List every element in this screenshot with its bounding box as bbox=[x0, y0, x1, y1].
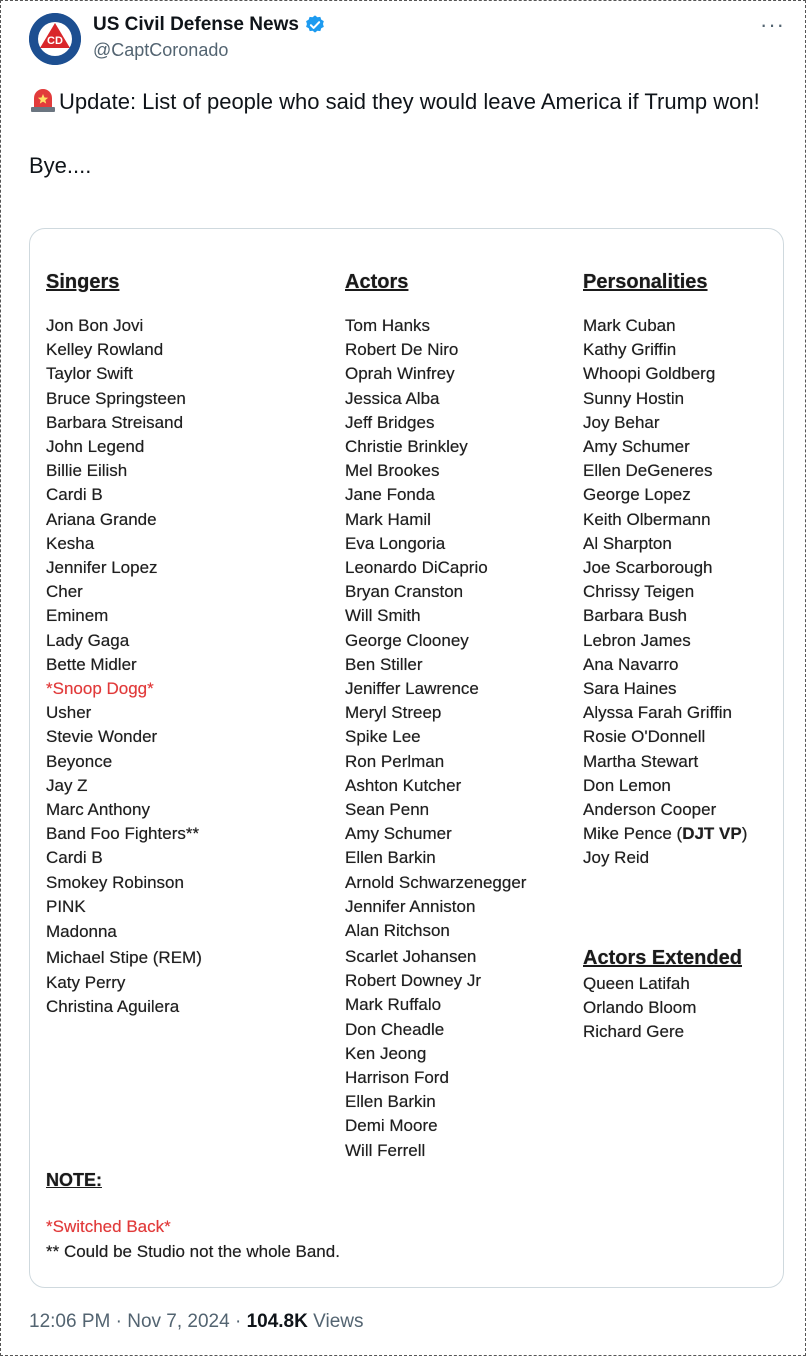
singers-name: Katy Perry bbox=[46, 972, 126, 992]
personalities-name: Keith Olbermann bbox=[583, 509, 711, 529]
actors-name: Ashton Kutcher bbox=[345, 775, 462, 795]
actors-name: Spike Lee bbox=[345, 727, 421, 747]
actors-name: Christie Brinkley bbox=[345, 437, 468, 456]
personalities-name: Sara Haines bbox=[583, 679, 677, 698]
tweet-text-line2: Bye.... bbox=[29, 153, 92, 178]
singers-name: Madonna bbox=[46, 922, 117, 942]
singers-name: Marc Anthony bbox=[46, 800, 150, 819]
tweet-text bbox=[29, 86, 769, 182]
singers-name: Bruce Springsteen bbox=[46, 388, 186, 408]
actors-name: Tom Hanks bbox=[345, 316, 431, 335]
personalities-name: Sunny Hostin bbox=[583, 388, 685, 408]
author-handle[interactable]: @CaptCoronado bbox=[93, 40, 229, 60]
actors-extended-name: Queen Latifah bbox=[583, 974, 690, 993]
personalities-name: Al Sharpton bbox=[583, 533, 672, 553]
actors-name: Ben Stiller bbox=[345, 654, 423, 674]
actors-name: Mel Brookes bbox=[345, 461, 440, 481]
civil-defense-logo-icon bbox=[29, 13, 81, 65]
media-image-card[interactable] bbox=[29, 228, 784, 1288]
actors-name: Jeff Bridges bbox=[345, 412, 435, 432]
singers-name: Jennifer Lopez bbox=[46, 558, 158, 577]
actors-name: Leonardo DiCaprio bbox=[345, 558, 488, 577]
personalities-name: Kathy Griffin bbox=[583, 340, 677, 360]
singers-name: Cardi B bbox=[46, 485, 103, 505]
note-header: NOTE: bbox=[46, 1170, 102, 1190]
actors-name: Mark Ruffalo bbox=[345, 995, 442, 1015]
actors-name: George Clooney bbox=[345, 630, 469, 650]
singers-name: Cher bbox=[46, 582, 83, 602]
views-label: Views bbox=[313, 1311, 364, 1332]
singers-name: Lady Gaga bbox=[46, 630, 130, 650]
actors-name: Amy Schumer bbox=[345, 824, 452, 844]
actors-name: Don Cheadle bbox=[345, 1019, 445, 1039]
actors-name: Oprah Winfrey bbox=[345, 364, 455, 384]
personalities-name: Anderson Cooper bbox=[583, 800, 717, 819]
actors-name: Arnold Schwarzenegger bbox=[345, 872, 527, 892]
actors-name: Robert De Niro bbox=[345, 340, 459, 360]
personalities-name: Joe Scarborough bbox=[583, 558, 713, 577]
actors-name: Will Smith bbox=[345, 606, 421, 626]
actors-name: Ron Perlman bbox=[345, 751, 445, 771]
singers-name: John Legend bbox=[46, 437, 145, 456]
personalities-name: Ana Navarro bbox=[583, 654, 679, 674]
personalities-name: Whoopi Goldberg bbox=[583, 364, 716, 384]
actors-name: Ellen Barkin bbox=[345, 848, 436, 868]
singers-name: Eminem bbox=[46, 606, 109, 626]
tweet-time[interactable]: 12:06 PM bbox=[29, 1311, 111, 1332]
actors-name: Ellen Barkin bbox=[345, 1092, 436, 1112]
singers-name: Bette Midler bbox=[46, 654, 137, 674]
actors-header: Actors bbox=[345, 271, 409, 293]
personalities-name: Amy Schumer bbox=[583, 437, 690, 456]
personalities-name: Barbara Bush bbox=[583, 606, 687, 626]
singers-name: Band Foo Fighters** bbox=[46, 824, 200, 844]
celebrity-list-image bbox=[30, 229, 783, 1287]
actors-name: Eva Longoria bbox=[345, 533, 446, 553]
tweet-text-line1: Update: List of people who said they would leave America if Trump won! bbox=[59, 89, 760, 114]
actors-name: Ken Jeong bbox=[345, 1043, 427, 1063]
avatar[interactable] bbox=[29, 13, 81, 65]
singers-name: Jon Bon Jovi bbox=[46, 316, 144, 335]
note-studio: ** Could be Studio not the whole Band. bbox=[46, 1242, 340, 1261]
singers-name: Ariana Grande bbox=[46, 509, 157, 529]
actors-name: Will Ferrell bbox=[345, 1140, 426, 1160]
actors-name: Scarlet Johansen bbox=[345, 947, 477, 966]
more-options-icon[interactable]: ··· bbox=[760, 12, 785, 37]
singers-name: Cardi B bbox=[46, 848, 103, 868]
personalities-name: Rosie O'Donnell bbox=[583, 727, 706, 747]
singers-name: Taylor Swift bbox=[46, 364, 133, 384]
singers-name: Billie Eilish bbox=[46, 461, 128, 481]
personalities-name: Ellen DeGeneres bbox=[583, 461, 713, 481]
actors-name: Demi Moore bbox=[345, 1116, 438, 1136]
personalities-header: Personalities bbox=[583, 271, 708, 293]
author-name[interactable]: US Civil Defense News bbox=[93, 14, 299, 35]
actors-name: Meryl Streep bbox=[345, 703, 442, 723]
actors-name: Mark Hamil bbox=[345, 509, 431, 529]
personalities-name: Lebron James bbox=[583, 630, 691, 650]
personalities-name: Joy Reid bbox=[583, 848, 650, 868]
actors-name: Robert Downey Jr bbox=[345, 971, 482, 991]
tweet-meta bbox=[29, 1311, 363, 1333]
singers-name: Kesha bbox=[46, 533, 95, 553]
actors-extended-name: Richard Gere bbox=[583, 1022, 685, 1042]
actors-name: Jeniffer Lawrence bbox=[345, 679, 479, 698]
personalities-name: George Lopez bbox=[583, 485, 691, 505]
personalities-name: Martha Stewart bbox=[583, 751, 699, 771]
actors-name: Harrison Ford bbox=[345, 1068, 449, 1087]
singers-name: Usher bbox=[46, 703, 92, 723]
singers-name: Kelley Rowland bbox=[46, 340, 164, 360]
actors-name: Jessica Alba bbox=[345, 388, 440, 408]
singers-name: Stevie Wonder bbox=[46, 727, 158, 747]
author-name-row[interactable] bbox=[93, 14, 326, 36]
actors-name: Alan Ritchson bbox=[345, 921, 450, 940]
tweet-date[interactable]: Nov 7, 2024 bbox=[127, 1311, 230, 1332]
singers-name: Jay Z bbox=[46, 775, 88, 795]
singers-name: Smokey Robinson bbox=[46, 872, 184, 892]
actors-name: Jennifer Anniston bbox=[345, 896, 476, 916]
personalities-name: Chrissy Teigen bbox=[583, 582, 695, 602]
personalities-name: Mark Cuban bbox=[583, 316, 676, 335]
singers-name: *Snoop Dogg* bbox=[46, 679, 154, 698]
personalities-name: Don Lemon bbox=[583, 775, 671, 795]
singers-name: Michael Stipe (REM) bbox=[46, 948, 202, 968]
personalities-name: Joy Behar bbox=[583, 412, 660, 432]
meta-separator: · bbox=[115, 1311, 122, 1332]
verified-badge-icon bbox=[304, 14, 326, 36]
actors-name: Jane Fonda bbox=[345, 485, 435, 505]
singers-name: Christina Aguilera bbox=[46, 996, 180, 1016]
personalities-name: Mike Pence (DJT VP) bbox=[583, 824, 748, 844]
actors-extended-header: Actors Extended bbox=[583, 947, 742, 969]
siren-icon bbox=[29, 87, 57, 113]
actors-extended-name: Orlando Bloom bbox=[583, 998, 697, 1018]
actors-name: Bryan Cranston bbox=[345, 582, 464, 602]
personalities-name: Alyssa Farah Griffin bbox=[583, 703, 732, 723]
note-switched-back: *Switched Back* bbox=[46, 1217, 171, 1236]
avatar-text: CD bbox=[47, 35, 63, 47]
views-count: 104.8K bbox=[246, 1311, 308, 1332]
singers-name: Beyonce bbox=[46, 751, 113, 771]
actors-name: Sean Penn bbox=[345, 800, 430, 819]
singers-name: Barbara Streisand bbox=[46, 412, 184, 432]
singers-header: Singers bbox=[46, 271, 120, 293]
singers-name: PINK bbox=[46, 896, 86, 916]
meta-separator: · bbox=[234, 1311, 242, 1332]
